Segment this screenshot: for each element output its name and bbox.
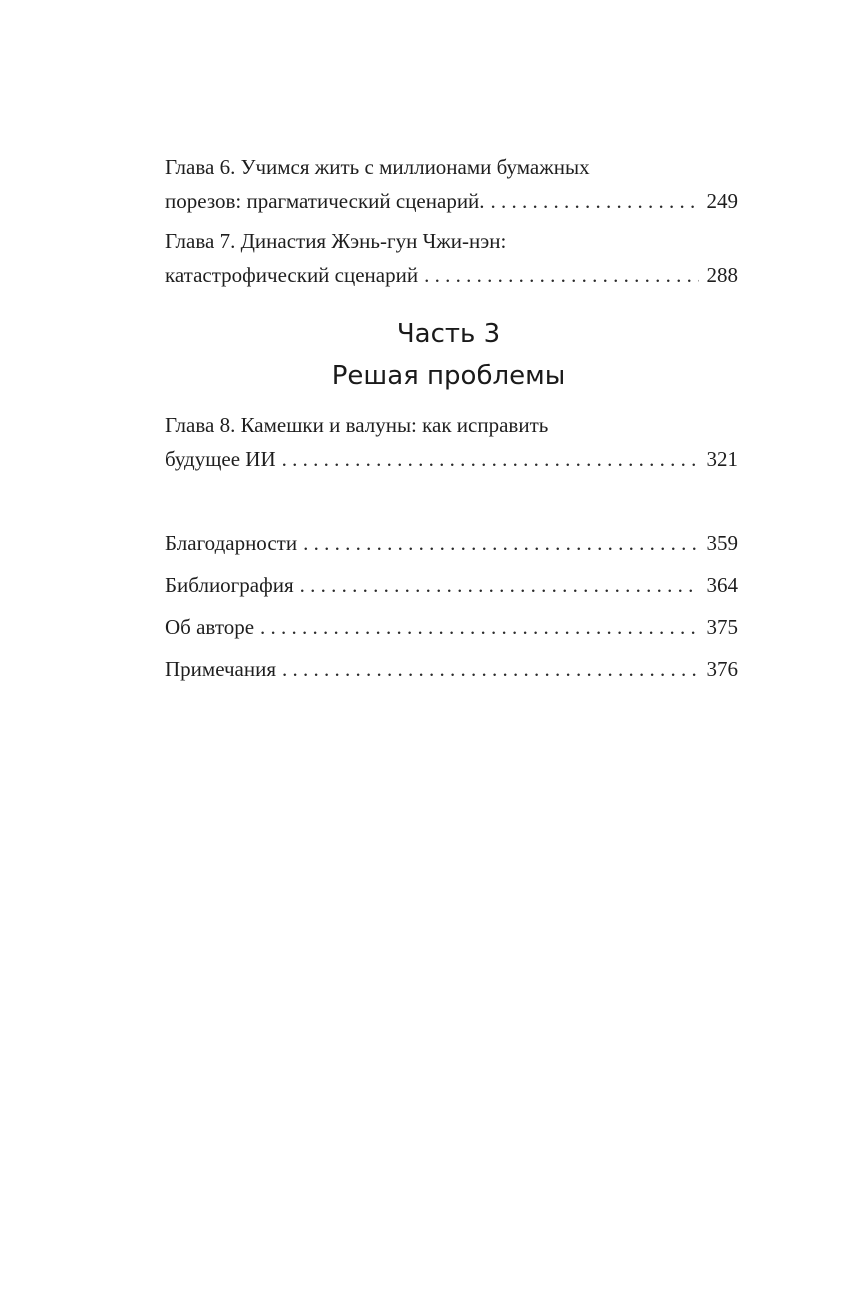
dot-leader (303, 526, 698, 560)
chapter-6-title-line-2: порезов: прагматический сценарий. (165, 189, 485, 213)
chapter-7-title-line-2: катастрофический сценарий (165, 263, 419, 287)
backmatter-list (165, 526, 738, 686)
acknowledgements-page-number: 359 (706, 531, 738, 555)
chapter-6-page-number: 249 (706, 189, 738, 213)
toc-entry-about-author[interactable] (165, 610, 738, 644)
toc-entry-chapter-6[interactable] (165, 150, 738, 218)
toc-entry-chapter-8[interactable] (165, 408, 738, 476)
toc-entry-acknowledgements[interactable] (165, 526, 738, 560)
notes-label: Примечания (165, 657, 277, 681)
toc-entry-notes[interactable] (165, 652, 738, 686)
dot-leader (300, 568, 699, 602)
chapter-6-title-line-1: Глава 6. Учимся жить с миллионами бумажных (165, 155, 590, 179)
part-3-heading (159, 314, 738, 396)
chapter-7-page-number: 288 (706, 263, 738, 287)
dot-leader (282, 652, 698, 686)
part-title: Решая проблемы (331, 361, 566, 391)
bibliography-page-number: 364 (706, 573, 738, 597)
bibliography-label: Библиография (165, 573, 294, 597)
chapter-8-title-line-2: будущее ИИ (165, 447, 276, 471)
about-author-label: Об авторе (165, 615, 255, 639)
acknowledgements-label: Благодарности (165, 531, 298, 555)
dot-leader (424, 258, 698, 292)
toc-entry-bibliography[interactable] (165, 568, 738, 602)
dot-leader (491, 184, 699, 218)
about-author-page-number: 375 (706, 615, 738, 639)
chapter-8-page-number: 321 (706, 447, 738, 471)
part-number: Часть 3 (396, 319, 501, 349)
toc-entry-chapter-7[interactable] (165, 224, 738, 292)
dot-leader (282, 442, 699, 476)
notes-page-number: 376 (706, 657, 738, 681)
dot-leader (260, 610, 698, 644)
table-of-contents (165, 150, 738, 694)
chapter-7-title-line-1: Глава 7. Династия Жэнь-гун Чжи-нэн: (165, 229, 507, 253)
chapter-8-title-line-1: Глава 8. Камешки и валуны: как исправить (165, 413, 549, 437)
